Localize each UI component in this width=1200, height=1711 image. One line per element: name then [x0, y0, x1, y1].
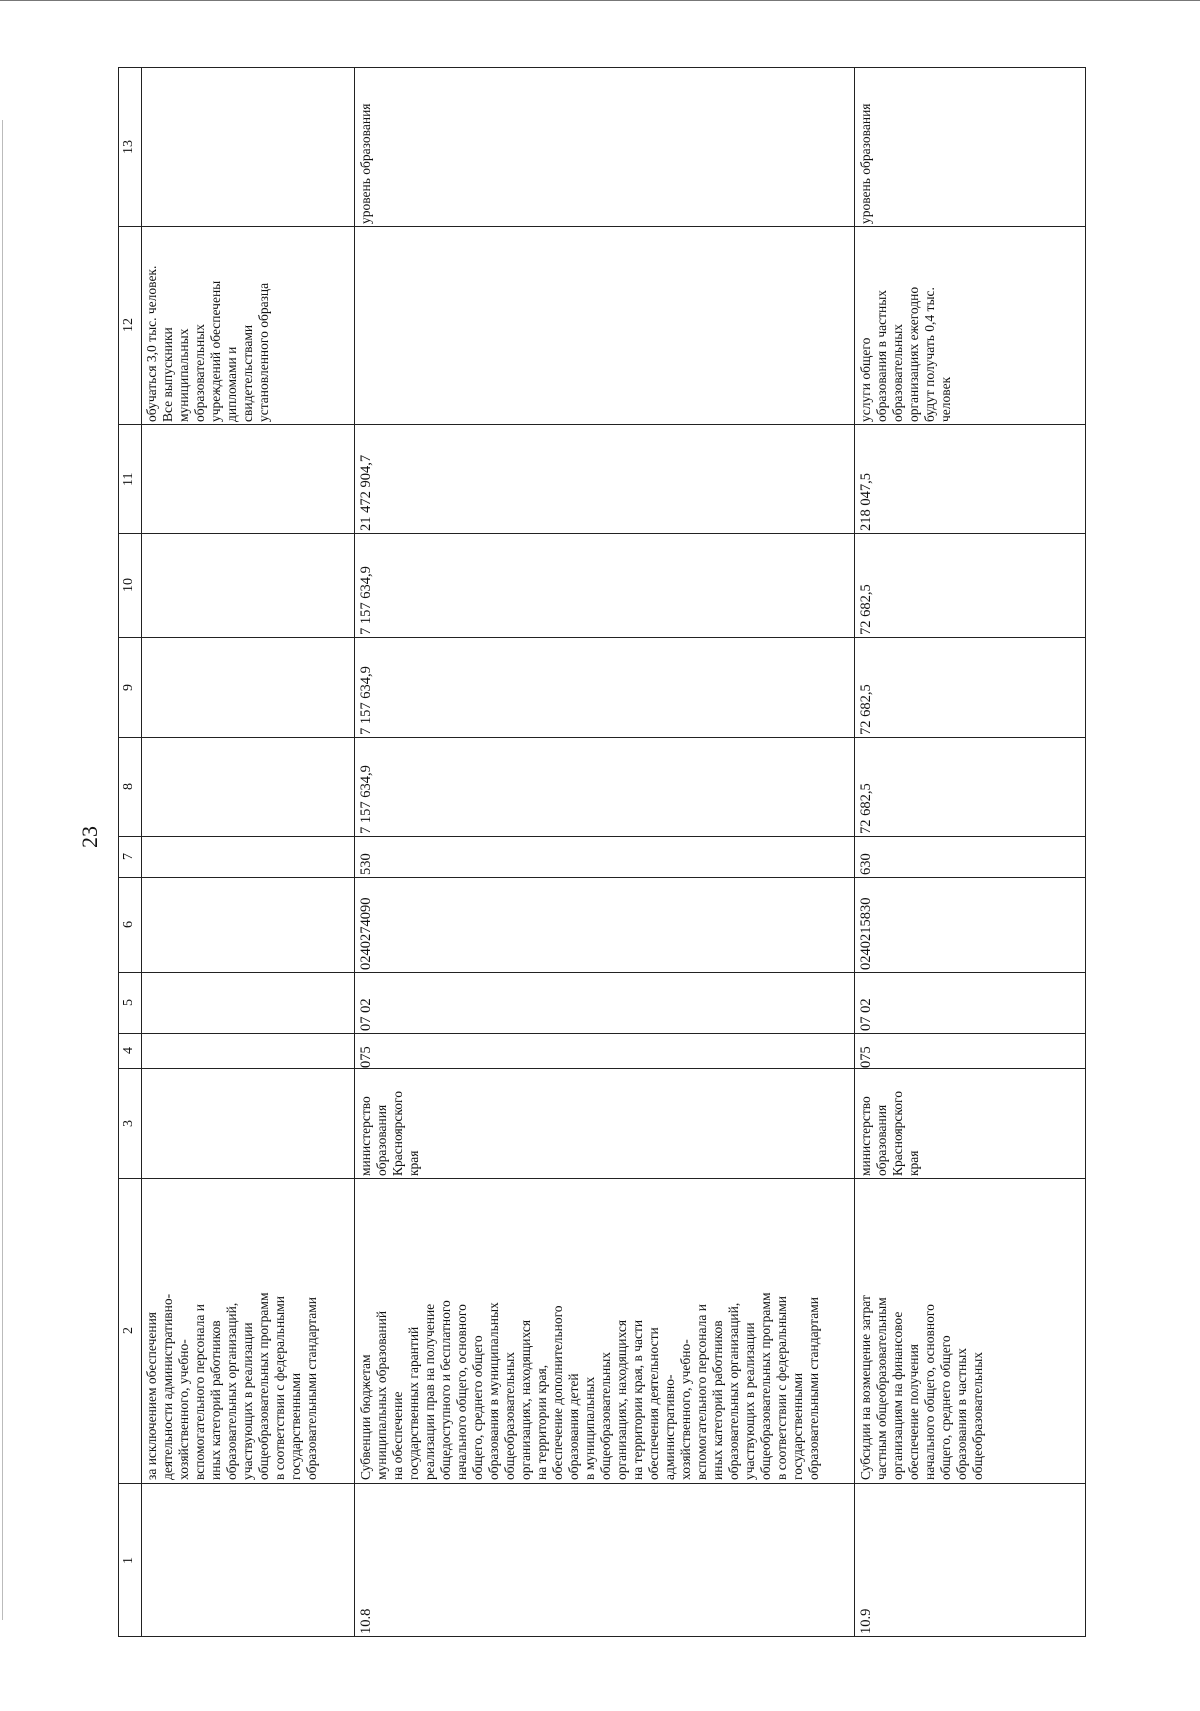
row-grbs-code: 075 [358, 1046, 374, 1068]
column-header-2: 2 [121, 1327, 136, 1335]
table-rule [119, 637, 1085, 638]
table-rule [119, 737, 1085, 738]
continuation-result: обучаться 3,0 тыс. человек. Все выпускники муниципальных образовательных учреждений обеспечены дипломами и свидетельствами установленного образца [144, 265, 271, 422]
row-year3-amount: 7 157 634,9 [358, 566, 374, 635]
row-expected-result [358, 229, 458, 422]
row-description: Субвенции бюджетам муниципальных образований на обеспечение государственных гарантий реализации прав на получение общедоступного и бесплатного начального общего, основного общего, среднего общего образования в муниципальных общеобразовательных организациях, находящихся на территории края, обеспечение дополнительного образования детей в муниципальных общеобразовательных организациях, находящихся на территории края, в части обеспечения деятельности административно- хозяйственного, учебно- вспомогательного персонала и иных категорий работников образовательных организаций, участвующих в реализации общеобразовательных программ в соответствии с федеральными государственными образовательными стандартами [358, 1292, 821, 1480]
row-total-amount: 21 472 904,7 [358, 454, 374, 531]
row-target-code: 0240274090 [358, 897, 374, 970]
table-rule [119, 533, 1085, 534]
scan-edge-mark [0, 0, 1200, 1]
row-year2-amount: 7 157 634,9 [358, 666, 374, 735]
row-year1-amount: 7 157 634,9 [358, 765, 374, 834]
column-header-7: 7 [121, 853, 136, 861]
row-result-level: уровень образования [858, 103, 873, 224]
table-rule [119, 877, 1085, 878]
row-target-code: 0240215830 [858, 897, 874, 970]
column-header-11: 11 [121, 472, 136, 486]
row-expected-result: услуги общего образования в частных образовательных организациях ежегодно будут получать 0,4 тыс. человек [858, 286, 953, 422]
column-header-5: 5 [121, 999, 136, 1007]
row-year3-amount: 72 682,5 [858, 584, 874, 635]
row-year1-amount: 72 682,5 [858, 783, 874, 834]
row-total-amount: 218 047,5 [858, 473, 874, 531]
row-grbs-code: 075 [858, 1046, 874, 1068]
row-section-code: 07 02 [858, 998, 874, 1031]
row-section-code: 07 02 [358, 998, 374, 1031]
scan-edge-mark [2, 120, 3, 1620]
column-header-1: 1 [121, 1557, 136, 1564]
column-header-8: 8 [121, 783, 136, 791]
table-rule [119, 1068, 1085, 1069]
budget-table [118, 67, 1086, 1637]
column-header-3: 3 [121, 1120, 136, 1127]
column-header-10: 10 [121, 578, 136, 593]
table-rule [119, 1033, 1085, 1034]
row-expense-type: 630 [858, 853, 874, 875]
table-rule [119, 424, 1085, 425]
page-number: 23 [77, 826, 102, 848]
row-result-level: уровень образования [358, 103, 373, 224]
row-number: 10.8 [358, 1608, 374, 1634]
table-rule [119, 1178, 1085, 1179]
row-executor: министерство образования Красноярского края [358, 1091, 421, 1176]
row-year2-amount: 72 682,5 [858, 684, 874, 735]
table-rule [854, 68, 855, 1636]
row-number: 10.9 [858, 1608, 874, 1634]
table-rule [141, 68, 142, 1636]
column-header-12: 12 [121, 318, 136, 333]
column-header-4: 4 [121, 1047, 136, 1055]
row-expense-type: 530 [358, 853, 374, 875]
column-header-6: 6 [121, 921, 136, 929]
row-description: Субсидии на возмещение затрат частным общеобразовательным организациям на финансовое обеспечение получения начального общего, основного общего, среднего общего образования в частных общеобразовательных [858, 1295, 985, 1480]
table-rule [119, 226, 1085, 227]
column-header-13: 13 [121, 140, 136, 154]
table-rule [119, 1483, 1085, 1484]
column-header-9: 9 [121, 684, 136, 691]
table-rule [119, 836, 1085, 837]
table-rule [119, 972, 1085, 973]
table-rule [354, 68, 355, 1636]
continuation-description: за исключением обеспечения деятельности административно- хозяйственного, учебно- вспомогательного персонала и иных категорий работников образовательных организаций, участвующих в реализации общеобразовательных программ в соответствии с федеральными государственными образовательными стандартами [144, 1292, 319, 1480]
row-executor: министерство образования Красноярского края [858, 1091, 921, 1176]
